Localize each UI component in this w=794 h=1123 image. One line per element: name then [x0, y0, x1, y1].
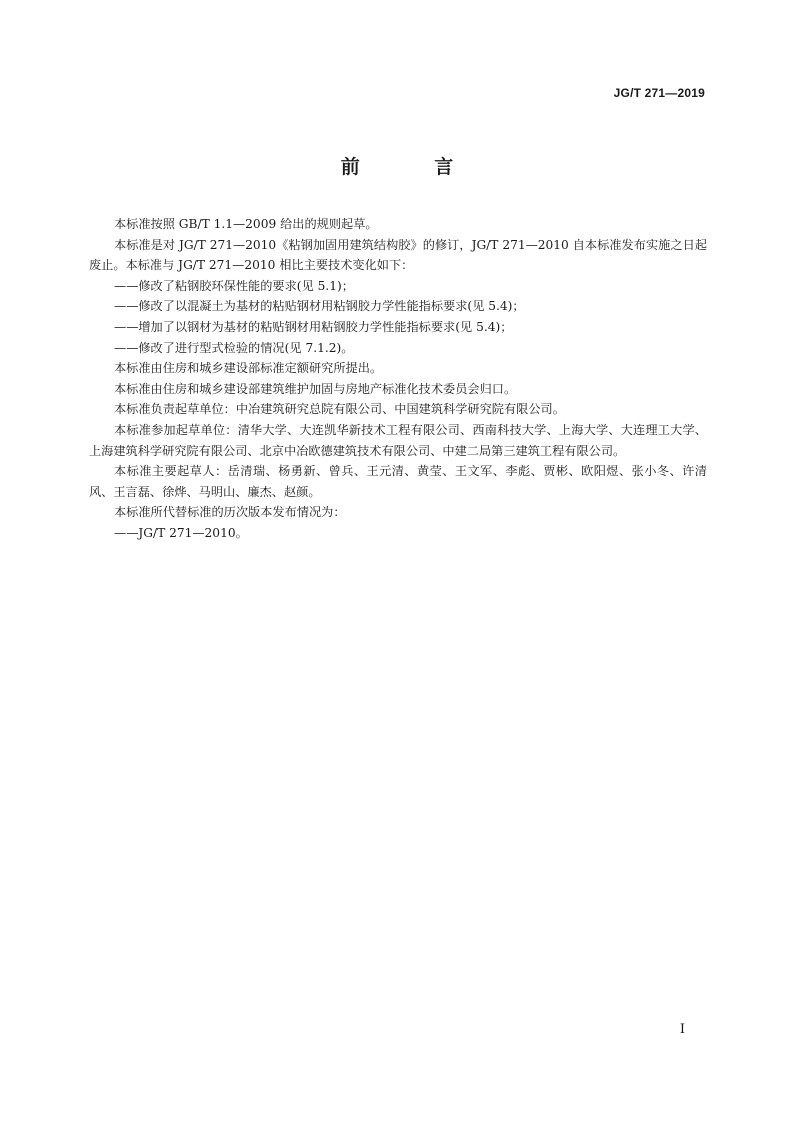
paragraph: 本标准所代替标准的历次版本发布情况为：: [114, 505, 346, 520]
paragraph: 本标准负责起草单位：中冶建筑研究总院有限公司、中国建筑科学研究院有限公司。: [114, 402, 565, 417]
paragraph: 本标准主要起草人：岳清瑞、杨勇新、曾兵、王元清、黄莹、王文军、李彪、贾彬、欧阳煜、张小冬、许清风、王言磊、徐烨、马明山、廉杰、赵颜。: [89, 464, 707, 499]
body-content: [89, 214, 707, 544]
paragraph: 本标准由住房和城乡建设部标准定额研究所提出。: [114, 361, 383, 376]
page-title: 前 言: [340, 156, 488, 178]
page-number: I: [679, 1022, 685, 1037]
paragraph: 本标准参加起草单位：清华大学、大连凯华新技术工程有限公司、西南科技大学、上海大学、大连理工大学、上海建筑科学研究院有限公司、北京中冶欧德建筑技术有限公司、中建二局第三建筑工程有限公司。: [89, 422, 707, 458]
list-item: ——修改了粘钢胶环保性能的要求(见 5.1)；: [114, 278, 354, 293]
paragraph: 本标准按照 GB/T 1.1—2009 给出的规则起草。: [114, 217, 378, 231]
list-item: ——修改了进行型式检验的情况(见 7.1.2)。: [114, 340, 354, 355]
paragraph: 本标准是对 JG/T 271—2010《粘钢加固用建筑结构胶》的修订，JG/T 271—2010 自本标准发布实施之日起废止。本标准与 JG/T 271—2010 相比主要技术变化如下：: [89, 237, 707, 273]
list-item: ——修改了以混凝土为基材的粘贴钢材用粘钢胶力学性能指标要求(见 5.4)；: [114, 299, 525, 314]
list-item: ——增加了以钢材为基材的粘贴钢材用粘钢胶力学性能指标要求(见 5.4)；: [114, 319, 513, 334]
paragraph: 本标准由住房和城乡建设部建筑维护加固与房地产标准化技术委员会归口。: [114, 381, 517, 396]
header-doc-code: JG/T 271—2019: [613, 86, 705, 100]
list-item: ——JG/T 271—2010。: [114, 525, 248, 540]
